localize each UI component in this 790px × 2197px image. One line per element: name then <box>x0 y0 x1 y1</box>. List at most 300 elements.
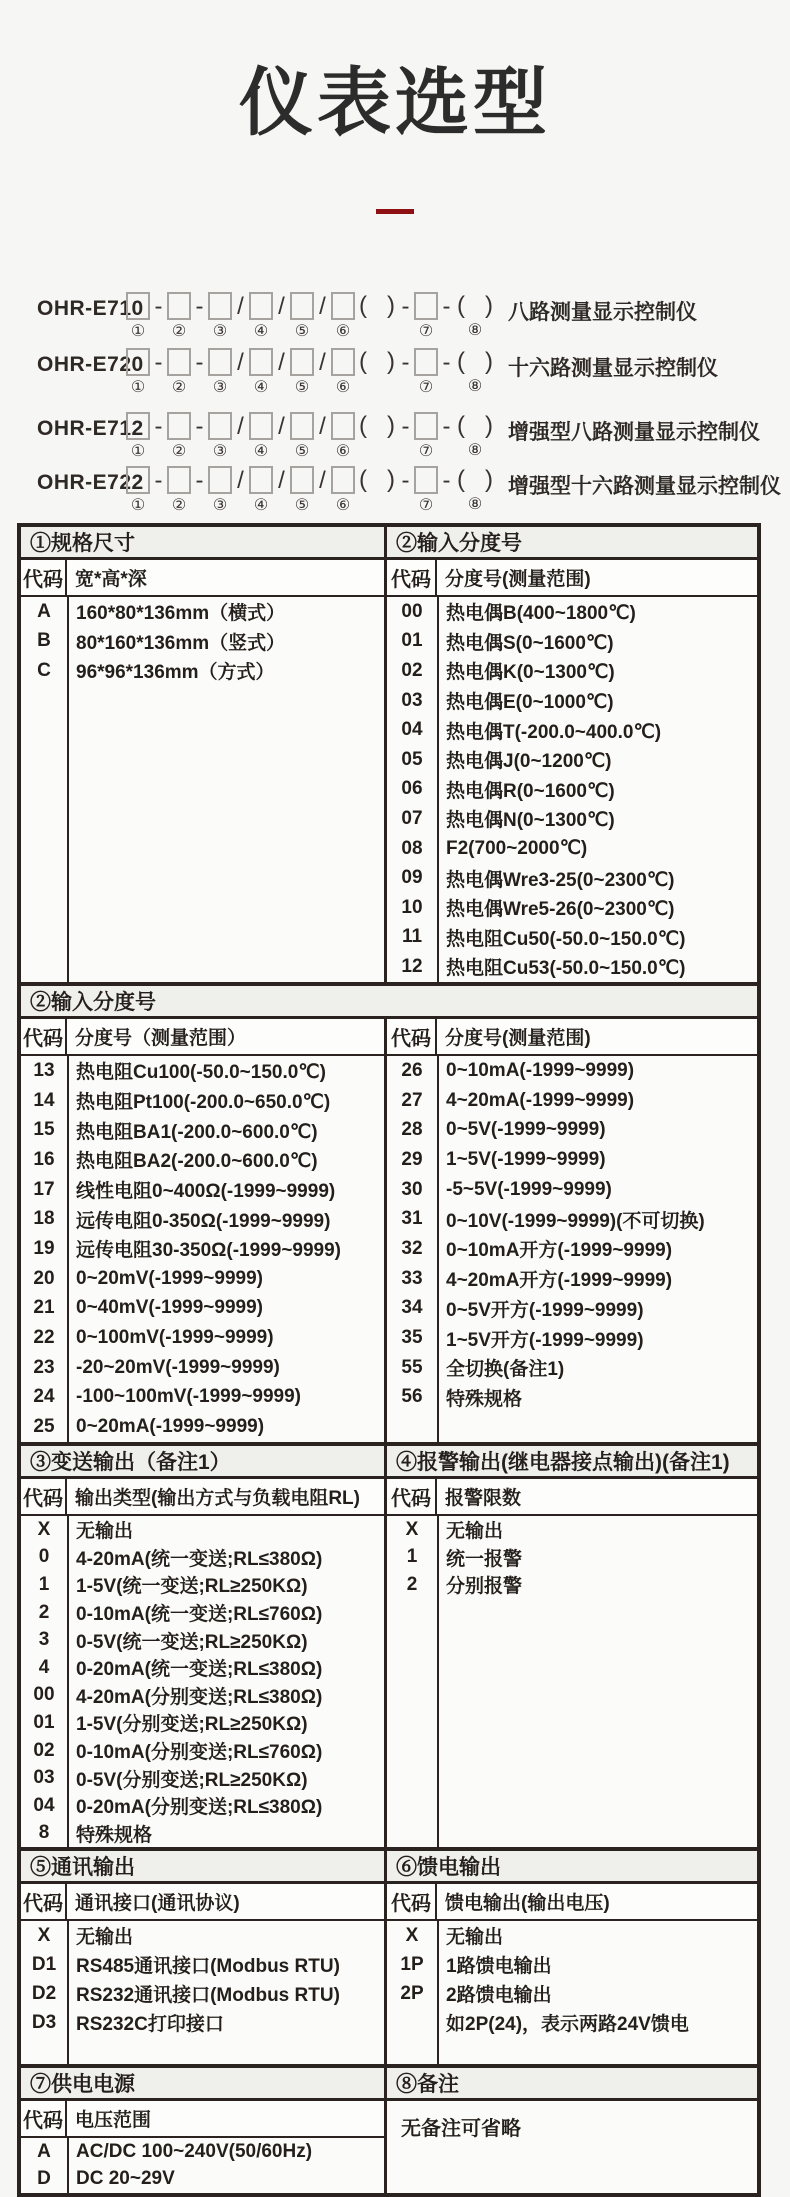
row-desc: 热电偶E(0~1000℃) <box>446 692 614 714</box>
code-column-divider <box>67 2138 69 2193</box>
row-desc: 热电偶Wre3-25(0~2300℃) <box>446 869 675 891</box>
paren-close: ) <box>387 348 395 375</box>
paren-open: ( <box>359 466 367 493</box>
slot-number-label: ③ <box>212 379 228 396</box>
order-slot <box>289 292 315 342</box>
table-row <box>21 1599 384 1627</box>
section-body <box>21 1019 757 1442</box>
pattern-separator <box>356 292 398 341</box>
separator-symbol: - <box>195 349 204 376</box>
pattern-separator <box>274 412 289 462</box>
column-header-desc: 宽*高*深 <box>75 569 147 590</box>
model-line <box>37 466 781 516</box>
column-header-row <box>21 1884 384 1921</box>
pattern-separator <box>398 292 413 342</box>
section-title-right: ⑥馈电输出 <box>396 1856 501 1879</box>
table-half-r <box>387 2101 757 2193</box>
separator-symbol: / <box>319 467 326 494</box>
order-slot-box <box>331 466 355 494</box>
selection-table <box>17 523 761 2197</box>
row-code: A <box>37 600 51 622</box>
row-code: 29 <box>401 1148 423 1170</box>
slot-number-label: ④ <box>253 323 269 340</box>
column-header-desc: 分度号(测量范围) <box>445 1028 591 1049</box>
slot-number-label: ③ <box>212 443 228 460</box>
order-slot <box>289 412 315 462</box>
row-code: 1P <box>400 1953 424 1975</box>
row-desc: 0~10mA开方(-1999~9999) <box>446 1240 673 1262</box>
row-code: D3 <box>31 2011 57 2033</box>
row-desc: 1~5V(-1999~9999) <box>446 1148 606 1170</box>
slot-number-label: ⑤ <box>294 443 310 460</box>
row-code: 14 <box>33 1089 55 1111</box>
separator-symbol: / <box>237 413 244 440</box>
pattern-separator <box>151 466 166 516</box>
column-header-code: 代码 <box>387 560 437 595</box>
row-desc: 无输出 <box>76 1927 134 1948</box>
row-desc: 热电偶B(400~1800℃) <box>446 603 636 625</box>
order-slot-box <box>167 412 191 440</box>
row-code: 12 <box>401 955 423 977</box>
row-code: 30 <box>401 1178 423 1200</box>
column-header-code: 代码 <box>21 2101 67 2136</box>
column-header-row <box>21 2101 384 2138</box>
separator-symbol: / <box>278 293 285 320</box>
table-row <box>387 1950 757 1979</box>
row-desc: 96*96*136mm（方式） <box>76 662 275 684</box>
paren-close: ) <box>387 466 395 493</box>
order-slot <box>289 466 315 516</box>
separator-symbol: / <box>237 293 244 320</box>
slot-number-label: ③ <box>212 323 228 340</box>
table-row <box>387 923 757 953</box>
section-title-right: ⑧备注 <box>396 2073 459 2096</box>
table-half-l <box>21 1479 387 1847</box>
separator-symbol: - <box>401 413 410 440</box>
order-slot <box>413 292 439 342</box>
data-area <box>21 597 384 982</box>
order-slot-box <box>290 412 314 440</box>
table-row <box>387 715 757 745</box>
data-area <box>21 1921 384 2064</box>
code-column-divider <box>437 1516 439 1847</box>
table-row <box>21 1383 384 1413</box>
row-code: 56 <box>401 1386 423 1408</box>
column-header-code: 代码 <box>21 1019 67 1054</box>
order-slot <box>413 412 439 462</box>
column-header-desc: 电压范围 <box>75 2110 152 2131</box>
pattern-separator <box>356 412 398 461</box>
pattern-separator <box>454 466 496 515</box>
paren-open: ( <box>457 466 465 493</box>
pattern-separator <box>192 292 207 342</box>
table-row <box>21 2008 384 2037</box>
model-code: OHR-E722 <box>37 471 144 494</box>
table-row <box>21 1204 384 1234</box>
column-header-code: 代码 <box>387 1479 437 1514</box>
row-desc: 热电阻Cu50(-50.0~150.0℃) <box>446 928 686 950</box>
separator-symbol: - <box>195 293 204 320</box>
slot-number-label: ⑦ <box>418 443 434 460</box>
row-desc: RS485通讯接口(Modbus RTU) <box>76 1956 340 1977</box>
order-slot-box <box>167 466 191 494</box>
model-ordering-list <box>37 288 782 523</box>
column-header-desc: 分度号(测量范围) <box>445 569 591 590</box>
order-slot <box>413 466 439 516</box>
code-column-divider <box>67 1056 69 1442</box>
pattern-separator <box>315 412 330 462</box>
table-half-l <box>21 1019 387 1442</box>
table-row <box>387 834 757 864</box>
table-row <box>21 1145 384 1175</box>
order-slot-box <box>126 412 150 440</box>
row-desc: 特殊规格 <box>446 1388 523 1410</box>
row-code: 2 <box>406 1573 418 1595</box>
column-header-desc: 分度号（测量范围） <box>75 1028 247 1049</box>
row-desc: 1-5V(统一变送;RL≥250KΩ) <box>76 1576 308 1598</box>
table-row <box>387 686 757 716</box>
pattern-separator <box>398 348 413 398</box>
row-desc: 160*80*136mm（横式） <box>76 603 286 625</box>
table-row <box>387 893 757 923</box>
table-band-2 <box>21 982 757 1442</box>
order-slot-box <box>167 348 191 376</box>
slot-number-label: ⑦ <box>418 379 434 396</box>
separator-symbol: - <box>442 293 451 320</box>
model-line <box>37 412 760 462</box>
table-row <box>21 1056 384 1086</box>
slot-number-label: ④ <box>253 379 269 396</box>
order-slot-box <box>331 348 355 376</box>
paren-open: ( <box>359 348 367 375</box>
separator-symbol: - <box>154 467 163 494</box>
pattern-separator <box>192 466 207 516</box>
column-header-desc: 馈电输出(输出电压) <box>445 1893 610 1914</box>
row-desc: 1路馈电输出 <box>446 1956 552 1977</box>
ordering-pattern <box>125 348 496 398</box>
row-desc: 1~5V开方(-1999~9999) <box>446 1329 644 1351</box>
order-slot-box <box>126 292 150 320</box>
separator-symbol: / <box>278 467 285 494</box>
row-code: 15 <box>33 1119 55 1141</box>
paren-open: ( <box>457 292 465 319</box>
paren-close: ) <box>485 466 493 493</box>
row-code: 00 <box>33 1684 55 1706</box>
separator-symbol: / <box>237 467 244 494</box>
separator-symbol: - <box>154 293 163 320</box>
column-header-row <box>387 560 757 597</box>
separator-symbol: - <box>195 467 204 494</box>
row-desc: 4-20mA(统一变送;RL≤380Ω) <box>76 1548 323 1570</box>
slot-number-label: ⑦ <box>418 497 434 514</box>
order-slot-box <box>290 466 314 494</box>
order-slot-box <box>290 348 314 376</box>
row-desc: 热电阻Cu53(-50.0~150.0℃) <box>446 958 686 980</box>
row-desc: 远传电阻30-350Ω(-1999~9999) <box>76 1240 342 1262</box>
row-desc: 0~20mV(-1999~9999) <box>76 1267 263 1289</box>
data-area <box>21 1516 384 1847</box>
column-header-row <box>387 1019 757 1056</box>
separator-symbol: / <box>319 349 326 376</box>
slot-number-label: ④ <box>253 497 269 514</box>
paren-close: ) <box>485 412 493 439</box>
column-header-code: 代码 <box>387 1884 437 1919</box>
table-row <box>387 1175 757 1205</box>
order-slot <box>248 292 274 342</box>
table-row <box>21 2138 384 2166</box>
slot-number-label: ① <box>130 497 146 514</box>
separator-symbol: - <box>154 413 163 440</box>
slot-number-label: ③ <box>212 497 228 514</box>
order-slot <box>166 466 192 516</box>
row-desc: 无输出 <box>76 1521 134 1543</box>
data-area <box>387 597 757 982</box>
code-column-divider <box>67 597 69 982</box>
row-code: D2 <box>31 1982 57 2004</box>
row-desc: 热电偶Wre5-26(0~2300℃) <box>446 899 675 921</box>
table-row <box>387 1086 757 1116</box>
section-title-left: ⑤通讯输出 <box>21 1851 387 1881</box>
row-code: 11 <box>401 926 423 948</box>
row-code: 1 <box>38 1573 50 1595</box>
model-code: OHR-E712 <box>37 417 144 440</box>
order-slot-box <box>208 348 232 376</box>
table-row <box>387 1383 757 1413</box>
ordering-pattern <box>125 292 496 342</box>
slot-number-label: ⑥ <box>335 497 351 514</box>
column-header-desc: 输出类型(输出方式与负载电阻RL) <box>75 1488 360 1509</box>
paren-close: ) <box>485 348 493 375</box>
table-half-r <box>387 560 757 982</box>
row-code: 09 <box>401 867 423 889</box>
table-row <box>21 1294 384 1324</box>
row-code: 34 <box>401 1297 423 1319</box>
row-desc: -5~5V(-1999~9999) <box>446 1178 612 1200</box>
row-desc: 热电偶K(0~1300℃) <box>446 662 615 684</box>
row-code: 01 <box>401 630 423 652</box>
row-code: 03 <box>33 1767 55 1789</box>
table-row <box>387 745 757 775</box>
row-code: 8 <box>38 1822 50 1844</box>
order-slot-box <box>249 348 273 376</box>
table-half-l <box>21 2101 387 2193</box>
row-desc: 热电偶T(-200.0~400.0℃) <box>446 721 662 743</box>
separator-symbol: - <box>401 293 410 320</box>
order-slot <box>166 348 192 398</box>
section-title-left: ⑦供电电源 <box>21 2068 387 2098</box>
order-slot-box <box>414 466 438 494</box>
order-slot-box <box>208 466 232 494</box>
section-body <box>21 2101 757 2193</box>
row-desc: 2路馈电输出 <box>446 1985 552 2006</box>
row-code: 23 <box>33 1356 55 1378</box>
slot-number-label: ② <box>171 379 187 396</box>
table-row <box>387 775 757 805</box>
row-desc: 80*160*136mm（竖式） <box>76 632 286 654</box>
table-row <box>21 1175 384 1205</box>
section-body <box>21 1479 757 1847</box>
row-desc: 0~10mA(-1999~9999) <box>446 1059 635 1081</box>
row-desc: 统一报警 <box>446 1548 523 1570</box>
row-code: X <box>37 1924 51 1946</box>
table-row <box>387 1056 757 1086</box>
row-desc: RS232C打印接口 <box>76 2014 224 2035</box>
data-area <box>21 1056 384 1442</box>
table-row <box>387 1921 757 1950</box>
table-row <box>21 1544 384 1572</box>
section-title-left: ①规格尺寸 <box>21 527 387 557</box>
row-desc: 热电偶R(0~1600℃) <box>446 780 615 802</box>
order-slot-box <box>414 292 438 320</box>
row-code: 25 <box>33 1416 55 1438</box>
model-description: 十六路测量显示控制仪 <box>508 357 718 380</box>
table-row <box>21 1571 384 1599</box>
column-header-code: 代码 <box>21 1884 67 1919</box>
section-header-row <box>21 527 757 560</box>
order-slot-box <box>414 348 438 376</box>
row-desc: 热电偶N(0~1300℃) <box>446 810 615 832</box>
table-row <box>21 1323 384 1353</box>
table-row <box>21 1412 384 1442</box>
row-desc: -20~20mV(-1999~9999) <box>76 1356 280 1378</box>
pattern-separator <box>439 292 454 342</box>
section-title-right: ④报警输出(继电器接点输出)(备注1) <box>396 1451 730 1474</box>
paren-open: ( <box>457 348 465 375</box>
row-code: D <box>37 2168 51 2190</box>
data-area <box>387 1056 757 1442</box>
section-body <box>21 560 757 982</box>
row-desc: 0~20mA(-1999~9999) <box>76 1416 265 1438</box>
order-slot <box>330 466 356 516</box>
order-slot-box <box>126 348 150 376</box>
slot-number-label: ① <box>130 323 146 340</box>
remark-note: 无备注可省略 <box>401 2118 521 2140</box>
table-row <box>21 627 384 657</box>
order-slot <box>125 292 151 342</box>
column-header-row <box>387 1479 757 1516</box>
row-desc: AC/DC 100~240V(50/60Hz) <box>76 2140 313 2162</box>
separator-symbol: / <box>237 349 244 376</box>
table-row <box>387 1115 757 1145</box>
row-desc: 分别报警 <box>446 1576 523 1598</box>
table-row <box>21 1234 384 1264</box>
order-slot-box <box>126 466 150 494</box>
table-row <box>21 1764 384 1792</box>
table-row <box>21 1737 384 1765</box>
order-slot <box>248 412 274 462</box>
data-area <box>21 2138 384 2193</box>
row-desc: F2(700~2000℃) <box>446 838 588 860</box>
table-row <box>21 656 384 686</box>
order-slot <box>207 412 233 462</box>
row-code: 08 <box>401 837 423 859</box>
paren-pair <box>356 292 398 319</box>
row-code: 27 <box>401 1089 423 1111</box>
row-code: 04 <box>33 1794 55 1816</box>
table-row <box>387 1204 757 1234</box>
slot-number-label: ⑤ <box>294 323 310 340</box>
code-column-divider <box>437 1056 439 1442</box>
section-header-row <box>21 1446 757 1479</box>
model-code: OHR-E710 <box>37 297 144 320</box>
row-code: 20 <box>33 1267 55 1289</box>
slot-number-label: ⑧ <box>467 442 483 459</box>
row-desc: 特殊规格 <box>76 1824 153 1846</box>
row-desc: 0-10mA(分别变送;RL≤760Ω) <box>76 1742 323 1764</box>
separator-symbol: - <box>401 467 410 494</box>
order-slot <box>125 412 151 462</box>
order-slot <box>207 292 233 342</box>
pattern-separator <box>398 466 413 516</box>
row-code: 1 <box>406 1546 418 1568</box>
table-row <box>21 1516 384 1544</box>
row-desc: 热电偶J(0~1200℃) <box>446 751 612 773</box>
order-slot <box>125 348 151 398</box>
row-code: 26 <box>401 1059 423 1081</box>
pattern-separator <box>398 412 413 462</box>
table-half-l <box>21 1884 387 2064</box>
pattern-separator <box>151 412 166 462</box>
slot-number-label: ⑧ <box>467 322 483 339</box>
data-area <box>387 1921 757 2064</box>
order-slot <box>330 348 356 398</box>
order-slot <box>248 466 274 516</box>
row-code: 06 <box>401 778 423 800</box>
paren-close: ) <box>387 292 395 319</box>
row-code: 33 <box>401 1267 423 1289</box>
row-code: 10 <box>401 896 423 918</box>
paren-pair <box>454 412 496 439</box>
paren-close: ) <box>485 292 493 319</box>
table-row <box>387 863 757 893</box>
paren-pair <box>454 466 496 493</box>
row-desc: 0~5V(-1999~9999) <box>446 1119 606 1141</box>
row-code: X <box>405 1518 419 1540</box>
row-desc: 线性电阻0~400Ω(-1999~9999) <box>76 1181 336 1203</box>
code-column-divider <box>437 597 439 982</box>
order-slot <box>166 292 192 342</box>
table-row <box>387 1294 757 1324</box>
pattern-separator <box>192 412 207 462</box>
table-row <box>21 1626 384 1654</box>
row-desc: 热电阻BA2(-200.0~600.0℃) <box>76 1151 318 1173</box>
slot-number-label: ⑦ <box>418 323 434 340</box>
pattern-separator <box>151 348 166 398</box>
separator-symbol: - <box>442 413 451 440</box>
row-code: 21 <box>33 1297 55 1319</box>
separator-symbol: - <box>154 349 163 376</box>
row-desc: 0~10V(-1999~9999)(不可切换) <box>446 1210 705 1232</box>
row-code: 22 <box>33 1327 55 1349</box>
separator-symbol: - <box>442 349 451 376</box>
order-slot-box <box>290 292 314 320</box>
order-slot <box>289 348 315 398</box>
order-slot <box>330 412 356 462</box>
row-desc: 0-20mA(统一变送;RL≤380Ω) <box>76 1659 323 1681</box>
table-row <box>21 597 384 627</box>
separator-symbol: / <box>278 349 285 376</box>
model-line <box>37 348 718 398</box>
separator-symbol: / <box>319 413 326 440</box>
column-header-desc: 通讯接口(通讯协议) <box>75 1893 240 1914</box>
row-code: 17 <box>33 1178 55 1200</box>
row-code: 2P <box>400 1982 424 2004</box>
row-desc: 4-20mA(分别变送;RL≤380Ω) <box>76 1686 323 1708</box>
row-code: 16 <box>33 1148 55 1170</box>
order-slot <box>248 348 274 398</box>
pattern-separator <box>439 466 454 516</box>
section-body <box>21 1884 757 2064</box>
